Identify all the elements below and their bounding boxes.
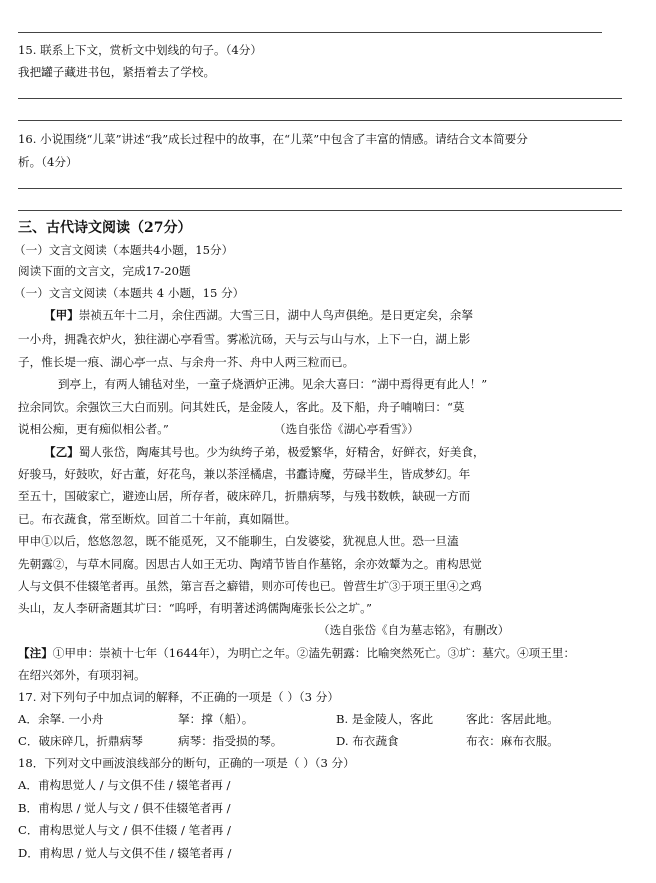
q15-answer-line-1[interactable] (18, 98, 622, 99)
passage-jia-line-6: 说相公痴，更有痴似相公者。” (18, 422, 169, 436)
q17-option-d[interactable]: D. 布衣蔬食 (336, 734, 399, 748)
passage-yi-line-8: 头山，友人李研斋题其圹曰：“呜呼，有明著述鸿儒陶庵张长公之圹。” (18, 601, 372, 615)
passage-jia-line-1: 【甲】崇祯五年十二月，余住西湖。大雪三日，湖中人鸟声俱绝。是日更定矣，余拏 (44, 308, 473, 322)
notes-line-1: 【注】①甲申：崇祯十七年（1644年），为明亡之年。②溘先朝露：比喻突然死亡。③圹：墓穴。④项王里： (18, 646, 576, 660)
q16-answer-line-2[interactable] (18, 210, 622, 211)
q18-title: 18．下列对文中画波浪线部分的断句，正确的一项是（ ）（3 分） (18, 756, 355, 770)
passage-jia-label: 【甲】 (44, 308, 79, 322)
passage-jia-line-2: 一小舟，拥毳衣炉火，独往湖心亭看雪。雾凇沆砀，天与云与山与水，上下一白，湖上影 (18, 332, 471, 346)
passage-jia-line-4: 到亭上，有两人铺毡对坐，一童子烧酒炉正沸。见余大喜曰：“湖中焉得更有此人！” (58, 377, 488, 391)
q18-option-b[interactable]: B．甫构思 / 觉人与文 / 俱不佳辍笔者再 / (18, 801, 231, 815)
notes-label: 【注】 (18, 646, 53, 660)
passage-yi-line-6: 先朝露②，与草木同腐。因思古人如王无功、陶靖节皆自作墓铭，余亦效颦为之。甫构思觉 (18, 557, 482, 571)
passage-yi-line-4: 已。布衣蔬食，常至断炊。回首二十年前，真如隔世。 (18, 512, 297, 526)
q16-line-2: 析。（4分） (18, 155, 78, 169)
section-3-heading: 三、古代诗文阅读（27分） (18, 220, 192, 236)
section-3-instruction: 阅读下面的文言文，完成17-20题 (18, 264, 191, 278)
section-3-sub-1: （一）文言文阅读（本题共4小题，15分） (14, 243, 234, 257)
q18-option-c[interactable]: C．甫构思觉人与文 / 俱不佳辍 / 笔者再 / (18, 823, 231, 837)
passage-yi-line-2: 好骏马，好鼓吹，好古董，好花鸟，兼以茶淫橘虐，书蠹诗魔，劳碌半生，皆成梦幻。年 (18, 467, 471, 481)
passage-yi-label: 【乙】 (44, 445, 79, 459)
q16-line-1: 16. 小说围绕“儿菜”讲述“我”成长过程中的故事，在“儿菜”中包含了丰富的情感。请结合文本简要分 (18, 132, 528, 146)
passage-jia-line-5: 拉余同饮。余强饮三大白而别。问其姓氏，是金陵人，客此。及下船，舟子喃喃曰：“莫 (18, 400, 465, 414)
passage-yi-source: （选自张岱《自为墓志铭》，有删改） (318, 623, 510, 637)
top-divider (18, 32, 602, 33)
passage-yi-line-3: 至五十，国破家亡，避迹山居，所存者，破床碎几，折鼎病琴，与残书数帙，缺砚一方而 (18, 489, 471, 503)
q16-answer-line-1[interactable] (18, 188, 622, 189)
q17-title: 17. 对下列句子中加点词的解释，不正确的一项是（ ）（3 分） (18, 690, 339, 704)
q15-sentence: 我把罐子藏进书包，紧捂着去了学校。 (18, 65, 216, 79)
q17-option-d-explanation: 布衣：麻布衣服。 (466, 734, 559, 748)
q17-option-c-explanation: 病琴：指受损的琴。 (178, 734, 283, 748)
passage-jia-line-3: 子，惟长堤一痕、湖心亭一点、与余舟一芥、舟中人两三粒而已。 (18, 355, 355, 369)
q17-option-a[interactable]: A．余拏. 一小舟 (18, 712, 104, 726)
notes-line-2: 在绍兴郊外，有项羽祠。 (18, 668, 146, 682)
q15-title: 15. 联系上下文，赏析文中划线的句子。（4分） (18, 43, 262, 57)
passage-jia-source: （选自张岱《湖心亭看雪》） (274, 422, 419, 436)
q15-answer-line-2[interactable] (18, 120, 622, 121)
passage-yi-line-7: 人与文俱不佳辍笔者再。虽然，第言吾之癖错，则亦可传也已。曾营生圹③于项王里④之鸡 (18, 579, 482, 593)
q17-option-c[interactable]: C．破床碎几，折鼎病琴 (18, 734, 143, 748)
section-3-sub-2: （一）文言文阅读（本题共 4 小题，15 分） (14, 286, 245, 300)
q18-option-d[interactable]: D．甫构思 / 觉人与文俱不佳 / 辍笔者再 / (18, 846, 232, 860)
passage-yi-line-1: 【乙】蜀人张岱，陶庵其号也。少为纨绔子弟，极爱繁华，好精舍，好鲜衣，好美食， (44, 445, 485, 459)
q17-option-b-explanation: 客此：客居此地。 (466, 712, 559, 726)
q17-option-b[interactable]: B. 是金陵人，客此 (336, 712, 434, 726)
passage-yi-line-5: 甲申①以后，悠悠忽忽，既不能觅死，又不能聊生，白发婆娑，犹视息人世。恐一旦溘 (18, 534, 459, 548)
q18-option-a[interactable]: A．甫构思觉人 / 与文俱不佳 / 辍笔者再 / (18, 778, 231, 792)
q17-option-a-explanation: 拏：撑（船）。 (178, 712, 254, 726)
